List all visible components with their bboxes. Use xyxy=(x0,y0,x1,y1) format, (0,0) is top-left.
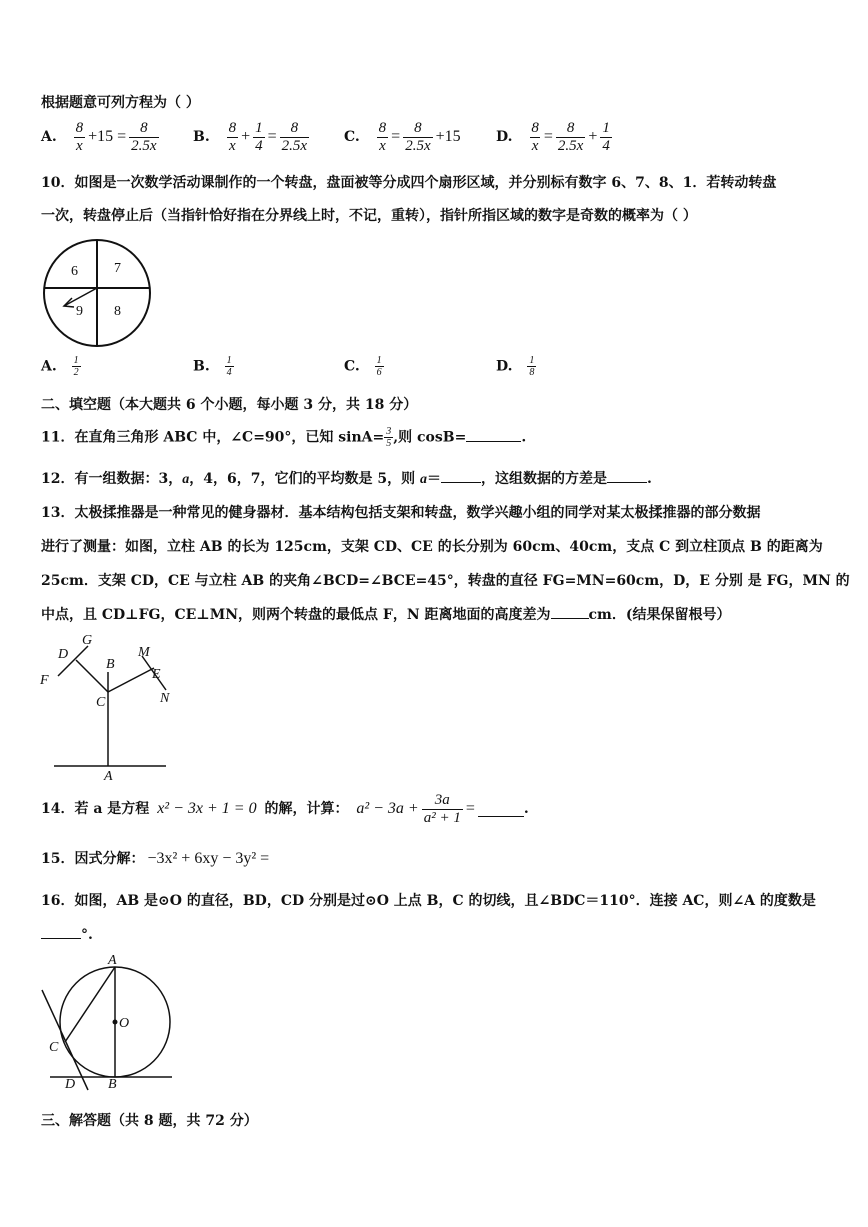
answer-blank[interactable] xyxy=(41,924,81,939)
figure-label: C xyxy=(96,695,106,710)
fraction: $\frac{1}{6}$ xyxy=(376,355,382,378)
figure-label: D xyxy=(65,1077,76,1092)
q10-line1: 10．如图是一次数学活动课制作的一个转盘，盘面被等分成四个扇形区域，并分别标有数字 6、7、8、1．若转动转盘 xyxy=(41,175,777,191)
q9-option-c: C. $\frac{8}{x}$ = $\frac{8}{2.5x}$ +15 xyxy=(344,120,461,154)
fraction: $\frac{8}{x}$ xyxy=(228,120,237,154)
center-point xyxy=(113,1020,118,1025)
figure-label: G xyxy=(82,633,93,648)
section-heading: 二、填空题（本大题共 6 个小题，每小题 3 分，共 18 分） xyxy=(41,397,418,413)
answer-blank[interactable] xyxy=(607,468,647,483)
q9-option-b: B. $\frac{8}{x}$ + $\frac{1}{4}$ = $\frac{8}{2.5x}$ xyxy=(193,120,308,154)
fraction: $\frac{8}{x}$ xyxy=(378,120,387,154)
fraction: $\frac{3a}{\text{a² + 1}}$ xyxy=(423,792,461,826)
q9-option-d: D. $\frac{8}{x}$ = $\frac{8}{2.5x}$ + $\frac{1}{4}$ xyxy=(496,120,610,154)
q10-option-c xyxy=(344,355,384,378)
q15: 15．因式分解： −3x² + 6xy − 3y² = xyxy=(41,850,270,867)
figure-label: B xyxy=(108,1077,117,1092)
q10-option-b xyxy=(193,355,234,378)
fraction: $\frac{8}{x}$ xyxy=(75,120,84,154)
question-prompt: 根据题意可列方程为（ ） xyxy=(41,95,200,111)
spinner-number: 6 xyxy=(71,264,78,279)
option-label: B. xyxy=(193,129,210,145)
figure-label: M xyxy=(138,645,150,660)
fraction: $\frac{1}{4}$ xyxy=(226,355,232,378)
q13-line2: 进行了测量：如图，立柱 AB 的长为 125cm，支架 CD、CE 的长分别为 60cm、40cm，支点 C 到立柱顶点 B 的距离为 xyxy=(41,539,823,555)
spinner-number: 7 xyxy=(114,261,121,276)
answer-blank[interactable] xyxy=(478,802,524,817)
fraction: $\frac{1}{4}$ xyxy=(255,120,263,154)
q11: 11．在直角三角形 ABC 中，∠C=90°，已知 sinA= $\frac{3}{5}$ ,则 cosB= . xyxy=(41,426,527,449)
option-label: A. xyxy=(41,129,57,145)
q10-option-a xyxy=(41,355,81,378)
figure-label: D xyxy=(58,647,69,662)
option-label: D. xyxy=(496,129,513,145)
q12: 12．有一组数据：3，a，4，6，7，它们的平均数是 5，则 a＝ ，这组数据的方差是 . xyxy=(41,468,652,488)
fraction: $\frac{1}{4}$ xyxy=(602,120,610,154)
spinner-number: 8 xyxy=(114,304,121,319)
fitness-device-figure xyxy=(36,630,176,782)
q14: 14．若 a 是方程 x² − 3x + 1 = 0 的解，计算： a² − 3a + $\frac{3a}{\text{a² + 1}}$ = . xyxy=(41,792,529,826)
fraction: $\frac{8}{2.5x}$ xyxy=(281,120,308,154)
circle-tangent-figure xyxy=(38,950,178,1092)
figure-label: N xyxy=(160,691,170,706)
q13-line3: 25cm．支架 CD，CE 与立柱 AB 的夹角∠BCD=∠BCE=45°，转盘的直径 FG=MN=60cm，D，E 分别 是 FG，MN 的 xyxy=(41,573,850,589)
section-heading: 三、解答题（共 8 题，共 72 分） xyxy=(41,1113,258,1129)
option-label: A. xyxy=(41,358,57,375)
q13-line4: 中点，且 CD⊥FG，CE⊥MN，则两个转盘的最低点 F，N 距离地面的高度差为 cm．(结果保留根号） xyxy=(41,604,731,624)
fraction: $\frac{3}{5}$ xyxy=(386,426,392,449)
q10-option-d xyxy=(496,355,536,378)
figure-label: F xyxy=(40,673,49,688)
answer-blank[interactable] xyxy=(551,604,589,619)
q9-option-a: A. $\frac{8}{x}$ +15 = $\frac{8}{2.5x}$ xyxy=(41,120,157,154)
chord-ac xyxy=(65,967,115,1042)
spinner-number: 9 xyxy=(76,304,83,319)
answer-blank[interactable] xyxy=(466,427,521,442)
q13-line1: 13．太极揉推器是一种常见的健身器材．基本结构包括支架和转盘，数学兴趣小组的同学对某太极揉推器的部分数据 xyxy=(41,505,761,521)
option-label: C. xyxy=(344,358,360,375)
fraction: $\frac{1}{8}$ xyxy=(529,355,535,378)
fraction: $\frac{8}{2.5x}$ xyxy=(405,120,431,154)
fraction: $\frac{1}{2}$ xyxy=(73,355,79,378)
option-label: D. xyxy=(496,358,513,375)
figure-label: A xyxy=(104,769,113,782)
fraction: $\frac{8}{2.5x}$ xyxy=(557,120,584,154)
fraction: $\frac{8}{x}$ xyxy=(531,120,539,154)
figure-label: B xyxy=(106,657,115,672)
q16-line2: °. xyxy=(41,924,93,943)
spinner-figure xyxy=(38,238,158,348)
option-label: C. xyxy=(344,129,360,145)
option-label: B. xyxy=(193,358,210,375)
figure-label: O xyxy=(119,1016,130,1031)
q16-line1: 16．如图，AB 是⊙O 的直径，BD，CD 分别是过⊙O 上点 B，C 的切线，且∠BDC＝110°．连接 AC，则∠A 的度数是 xyxy=(41,893,816,909)
figure-label: C xyxy=(49,1040,59,1055)
figure-label: E xyxy=(152,667,161,682)
bracket-ce xyxy=(108,668,154,692)
q10-line2: 一次，转盘停止后（当指针恰好指在分界线上时，不记，重转），指针所指区域的数字是奇数的概率为（ ） xyxy=(41,208,697,224)
answer-blank[interactable] xyxy=(441,468,481,483)
fraction: $\frac{8}{2.5x}$ xyxy=(131,120,157,154)
figure-label: A xyxy=(108,953,117,968)
bracket-cd xyxy=(76,660,108,692)
